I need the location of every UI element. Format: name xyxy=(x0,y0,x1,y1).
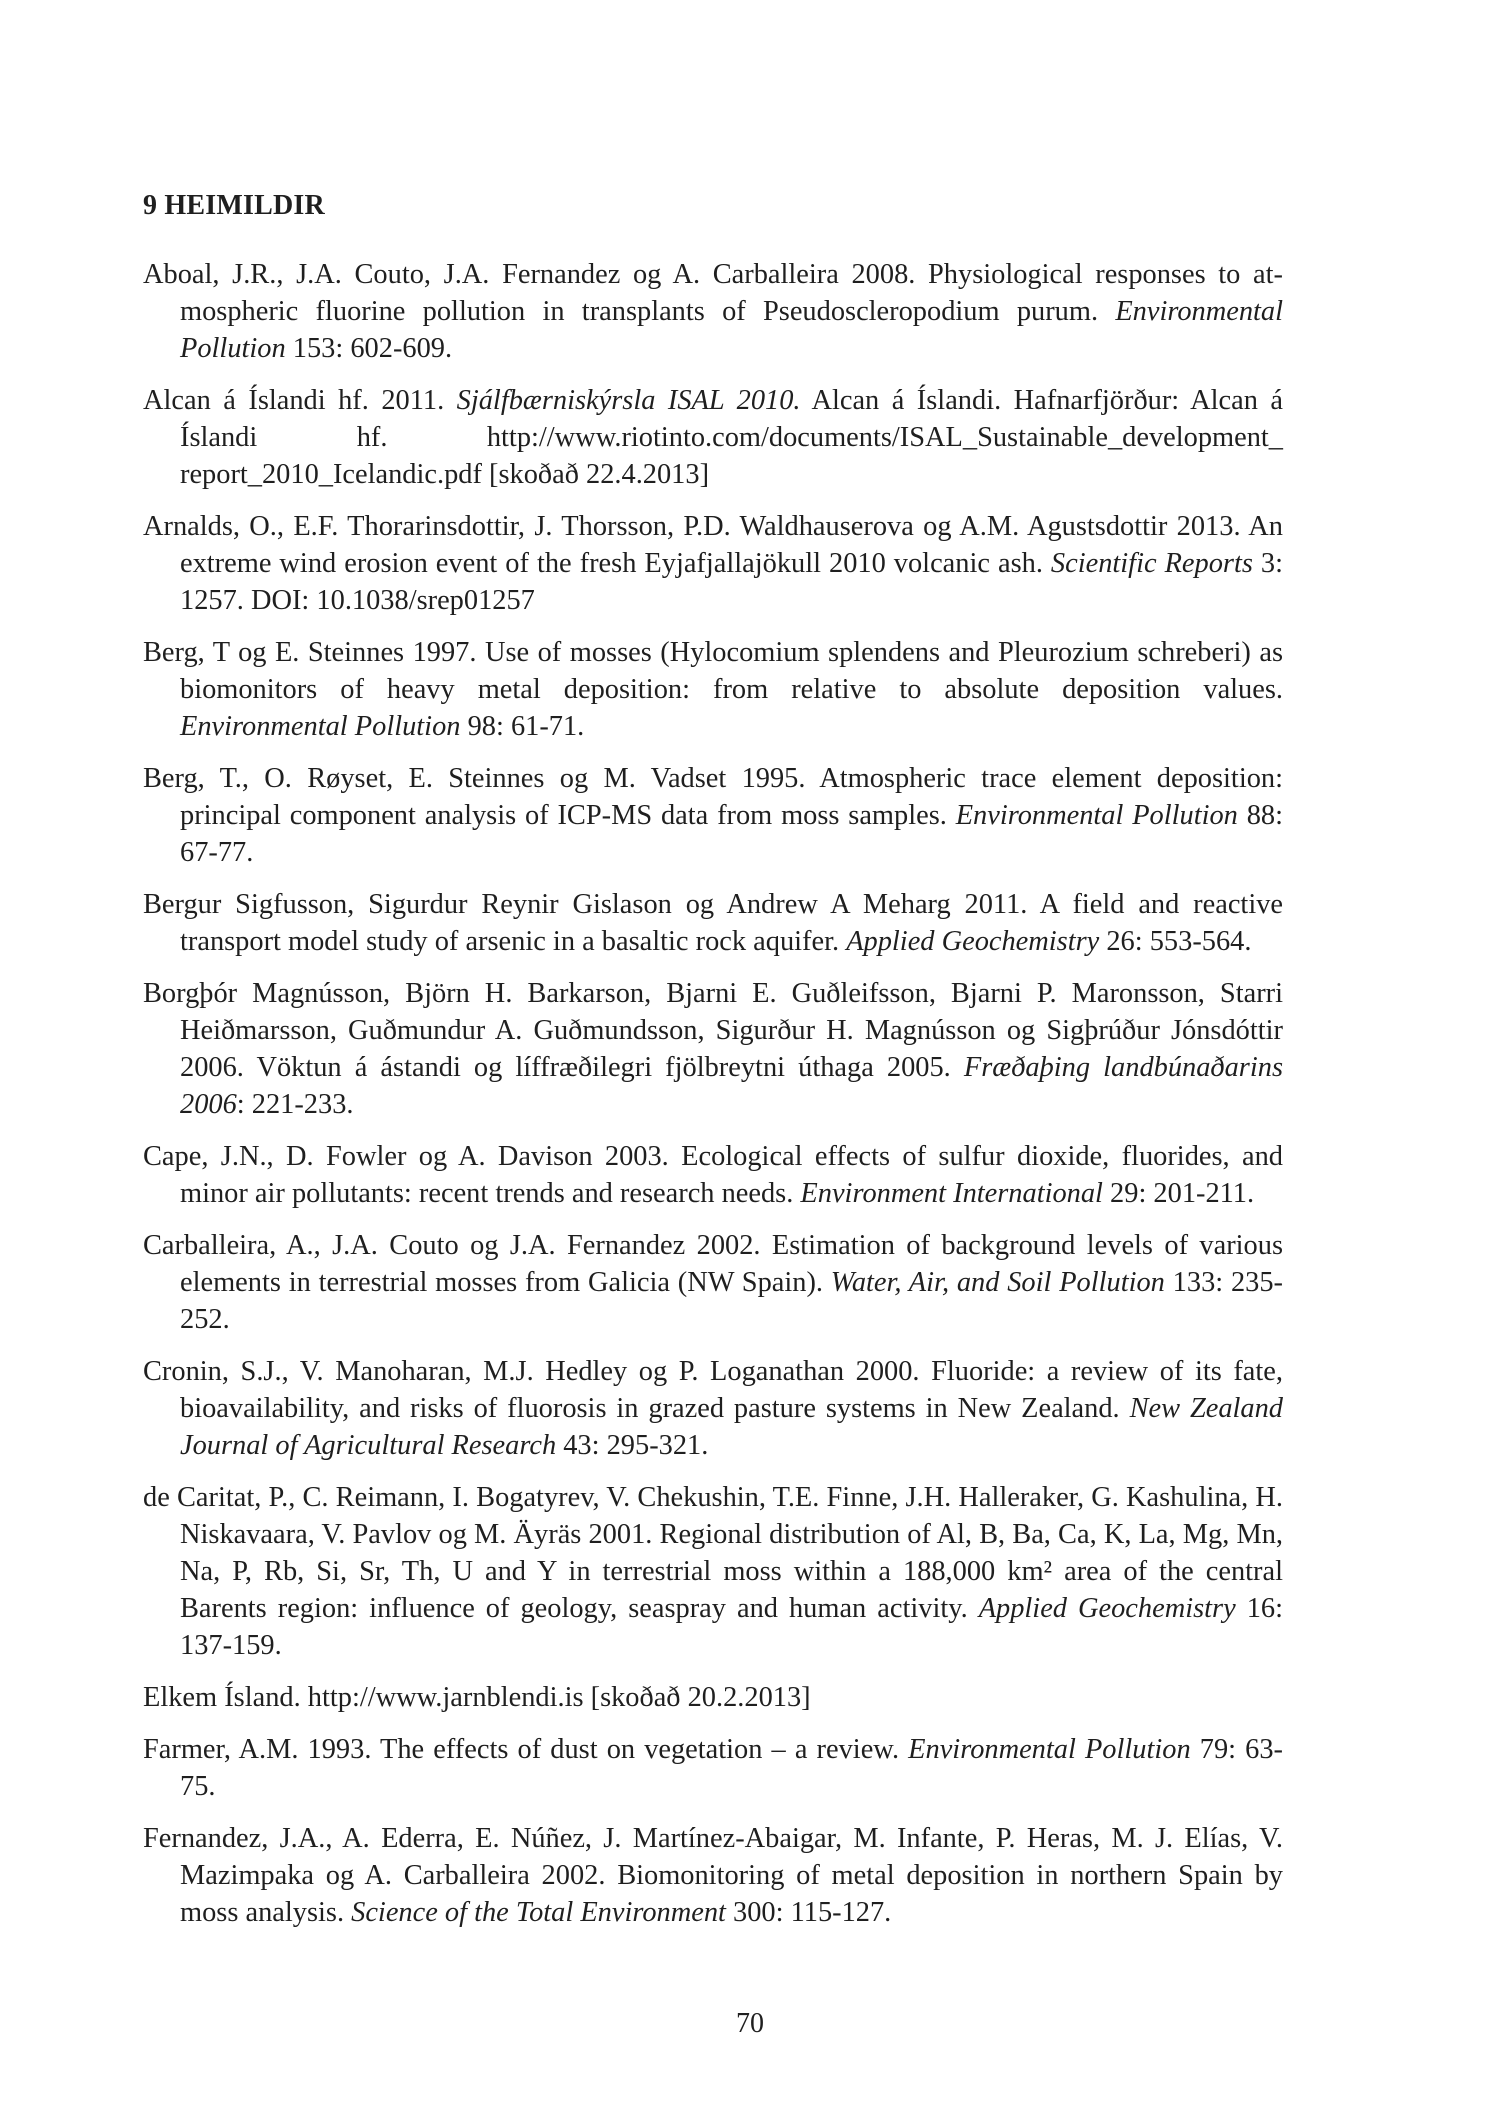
reference-source-title: Scientific Reports xyxy=(1050,548,1253,579)
reference-source-title: Applied Geochemistry xyxy=(846,926,1100,957)
reference-source-title: Environmental Pollution xyxy=(955,800,1238,831)
reference-text: Berg, T., O. Røyset, E. Steinnes og M. Vadset 1995. Atmospheric trace element deposition: principal component analysis of ICP-MS data from moss samples. xyxy=(143,763,1283,831)
reference-citation-details: 88: 67-77. xyxy=(180,800,1283,868)
reference-entry xyxy=(143,1820,1283,1931)
reference-citation-details: 3: 1257. DOI: 10.1038/srep01257 xyxy=(180,548,1283,616)
reference-entry xyxy=(143,1479,1283,1664)
reference-source-title: Science of the Total Environment xyxy=(351,1897,726,1928)
page-number: 70 xyxy=(736,2008,764,2039)
reference-text: Elkem Ísland. http://www.jarnblendi.is [skoðað 20.2.2013] xyxy=(143,1682,811,1713)
reference-source-title: Applied Geochemistry xyxy=(978,1593,1236,1624)
reference-entry xyxy=(143,1353,1283,1464)
reference-entry xyxy=(143,1731,1283,1805)
reference-citation-details: 98: 61-71. xyxy=(460,711,585,742)
reference-entry xyxy=(143,1679,1283,1716)
reference-source-title: Sjálfbærniskýrsla ISAL 2010. xyxy=(456,385,801,416)
reference-source-title: Environmental Pollution xyxy=(180,296,1283,364)
reference-source-title: Water, Air, and Soil Pollution xyxy=(830,1267,1165,1298)
reference-text: Berg, T og E. Steinnes 1997. Use of mosses (Hylocomium splendens and Pleurozium schreberi) as biomonitors of heavy metal deposition: from relative to absolute deposition values. xyxy=(143,637,1283,705)
reference-citation-details: 29: 201-211. xyxy=(1102,1178,1255,1209)
reference-entry xyxy=(143,886,1283,960)
reference-citation-details: 16: 137-159. xyxy=(180,1593,1283,1661)
reference-citation-details: 153: 602-609. xyxy=(285,333,453,364)
reference-citation-details: 43: 295-321. xyxy=(556,1430,709,1461)
reference-source-title: Environmental Pollution xyxy=(180,711,461,742)
reference-source-title: Fræðaþing landbúnaðarins 2006 xyxy=(180,1052,1283,1120)
reference-citation-details: 300: 115-127. xyxy=(725,1897,892,1928)
reference-text: Borgþór Magnússon, Björn H. Barkarson, Bjarni E. Guðleifsson, Bjarni P. Maronsson, Starri Heiðmarsson, Guðmundur A. Guðmundsson, Sigurður H. Magnússon og Sigþrúður Jónsdóttir 2006. Vöktun á ástandi og líffræðilegri fjölbreytni úthaga 2005. xyxy=(143,978,1283,1083)
reference-text: Cronin, S.J., V. Manoharan, M.J. Hedley og P. Loganathan 2000. Fluoride: a review of its fate, bioavailability, and risks of fluorosis in grazed pasture systems in New Zealand. xyxy=(143,1356,1283,1424)
reference-list xyxy=(143,256,1283,1931)
reference-entry xyxy=(143,508,1283,619)
reference-text: Farmer, A.M. 1993. The effects of dust on vegetation – a review. xyxy=(143,1734,909,1765)
reference-entry xyxy=(143,1138,1283,1212)
reference-source-title: Environmental Pollution xyxy=(908,1734,1191,1765)
reference-citation-details: 79: 63-75. xyxy=(180,1734,1283,1802)
reference-entry xyxy=(143,382,1283,493)
reference-entry xyxy=(143,634,1283,745)
reference-entry xyxy=(143,760,1283,871)
document-page xyxy=(143,190,1283,1946)
reference-text: Alcan á Íslandi hf. 2011. xyxy=(143,385,457,416)
reference-citation-details: Alcan á Íslandi. Hafnarfjörður: Alcan á Íslandi hf. http://www.riotinto.com/documents/ISAL_Sustainable_development_ report_2010_Icelandic.pdf [skoðað 22.4.2013] xyxy=(180,385,1283,490)
reference-citation-details: 133: 235-252. xyxy=(180,1267,1283,1335)
reference-citation-details: 26: 553-564. xyxy=(1099,926,1252,957)
section-heading: 9 HEIMILDIR xyxy=(143,190,325,221)
reference-entry xyxy=(143,1227,1283,1338)
reference-entry xyxy=(143,975,1283,1123)
reference-source-title: New Zealand Journal of Agricultural Research xyxy=(180,1393,1283,1461)
reference-citation-details: : 221-233. xyxy=(236,1089,354,1120)
reference-text: Arnalds, O., E.F. Thorarinsdottir, J. Thorsson, P.D. Waldhauserova og A.M. Agustsdottir 2013. An extreme wind erosion event of the fresh Eyjafjallajökull 2010 volcanic ash. xyxy=(143,511,1283,579)
reference-text: Fernandez, J.A., A. Ederra, E. Núñez, J. Martínez-Abaigar, M. Infante, P. Heras, M. J. Elías, V. Mazimpaka og A. Carballeira 2002. Biomonitoring of metal deposition in northern Spain by moss analysis. xyxy=(143,1823,1283,1928)
reference-entry xyxy=(143,256,1283,367)
reference-text: Cape, J.N., D. Fowler og A. Davison 2003. Ecological effects of sulfur dioxide, fluorides, and minor air pollutants: recent trends and research needs. xyxy=(143,1141,1283,1209)
reference-text: Carballeira, A., J.A. Couto og J.A. Fernandez 2002. Estimation of background levels of various elements in terrestrial mosses from Galicia (NW Spain). xyxy=(143,1230,1283,1298)
reference-source-title: Environment International xyxy=(800,1178,1103,1209)
reference-text: de Caritat, P., C. Reimann, I. Bogatyrev, V. Chekushin, T.E. Finne, J.H. Halleraker, G. Kashulina, H. Niskavaara, V. Pavlov og M. Äyräs 2001. Regional distribution of Al, B, Ba, Ca, K, La, Mg, Mn, Na, P, Rb, Si, Sr, Th, U and Y in terrestrial moss within a 188,000 km² area of the central Barents region: influence of geology, seaspray and human activity. xyxy=(143,1482,1283,1624)
reference-text: Aboal, J.R., J.A. Couto, J.A. Fernandez og A. Carballeira 2008. Physiological responses to atmospheric fluorine pollution in transplants of Pseudoscleropodium purum. xyxy=(143,259,1283,327)
reference-text: Bergur Sigfusson, Sigurdur Reynir Gislason og Andrew A Meharg 2011. A field and reactive transport model study of arsenic in a basaltic rock aquifer. xyxy=(143,889,1283,957)
